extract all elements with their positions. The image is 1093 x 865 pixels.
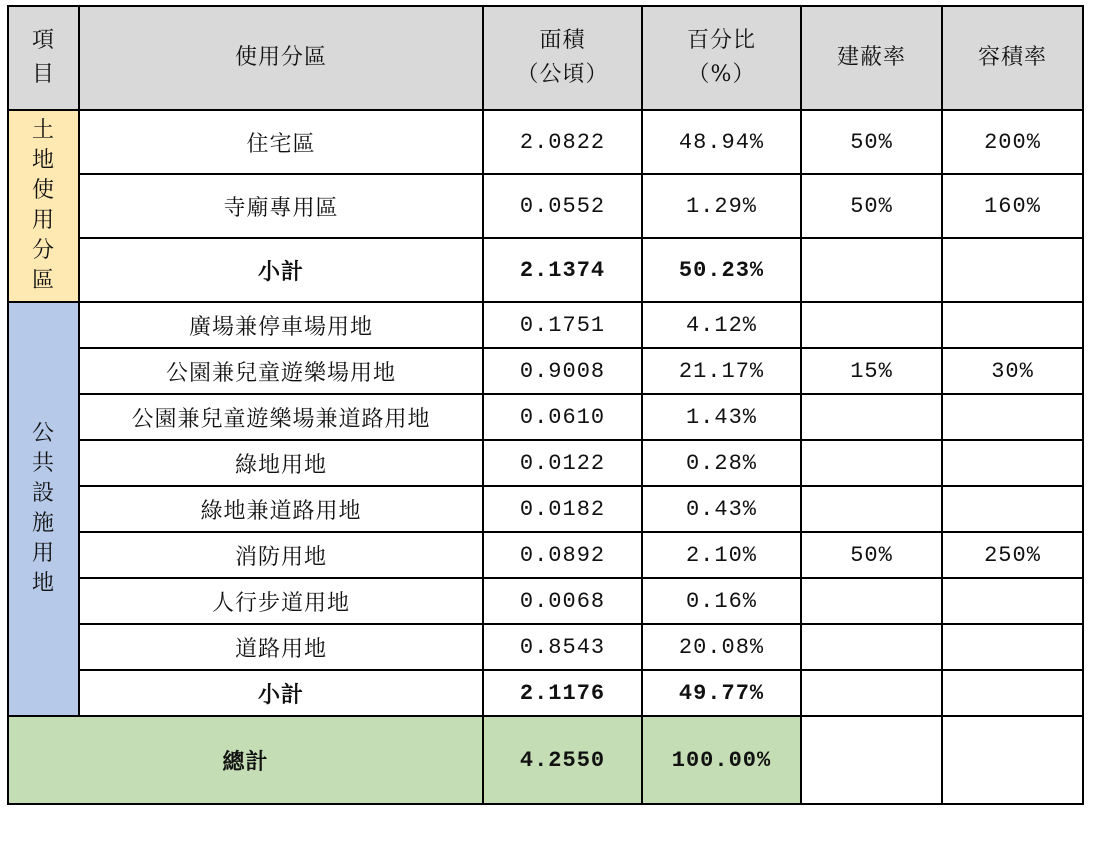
table-row <box>8 174 1083 238</box>
header-area <box>483 6 642 110</box>
far-cell <box>942 578 1083 624</box>
table-row <box>8 302 1083 348</box>
empty-cell <box>801 670 942 716</box>
header-percent-line: 百分比 <box>686 28 756 53</box>
total-row <box>8 716 1083 804</box>
header-far: 容積率 <box>942 6 1083 110</box>
area-cell: 0.8543 <box>483 624 642 670</box>
coverage-cell <box>801 394 942 440</box>
group-char: 分 <box>31 238 55 263</box>
zone-cell: 公園兼兒童遊樂場兼道路用地 <box>79 394 483 440</box>
far-cell: 30% <box>942 348 1083 394</box>
zone-cell: 廣場兼停車場用地 <box>79 302 483 348</box>
coverage-cell: 50% <box>801 110 942 174</box>
percent-cell: 0.28% <box>642 440 801 486</box>
percent-cell: 1.43% <box>642 394 801 440</box>
zone-cell: 道路用地 <box>79 624 483 670</box>
far-cell <box>942 394 1083 440</box>
table-row <box>8 532 1083 578</box>
header-area-line: 面積 <box>539 28 586 53</box>
header-row <box>8 6 1083 110</box>
land-use-zoning-table <box>7 5 1084 805</box>
coverage-cell <box>801 486 942 532</box>
group-char: 地 <box>31 571 55 596</box>
coverage-cell <box>801 624 942 670</box>
far-cell: 250% <box>942 532 1083 578</box>
coverage-cell: 15% <box>801 348 942 394</box>
far-cell <box>942 440 1083 486</box>
coverage-cell <box>801 440 942 486</box>
percent-cell: 21.17% <box>642 348 801 394</box>
area-cell: 0.0182 <box>483 486 642 532</box>
public-facilities-group-label <box>8 302 79 716</box>
zone-cell: 綠地兼道路用地 <box>79 486 483 532</box>
table-row <box>8 440 1083 486</box>
total-percent: 100.00% <box>642 716 801 804</box>
group-char: 用 <box>31 208 55 233</box>
far-cell <box>942 624 1083 670</box>
header-area-unit: （公頃） <box>516 62 609 87</box>
header-percent <box>642 6 801 110</box>
table-row <box>8 348 1083 394</box>
percent-cell: 20.08% <box>642 624 801 670</box>
coverage-cell: 50% <box>801 174 942 238</box>
group-char: 地 <box>31 148 55 173</box>
group-char: 使 <box>31 178 55 203</box>
land-use-group-label <box>8 110 79 302</box>
group-char: 施 <box>31 511 55 536</box>
area-cell: 2.0822 <box>483 110 642 174</box>
zone-cell: 人行步道用地 <box>79 578 483 624</box>
subtotal-row <box>8 670 1083 716</box>
table-row <box>8 486 1083 532</box>
area-cell: 0.1751 <box>483 302 642 348</box>
area-cell: 0.0068 <box>483 578 642 624</box>
coverage-cell <box>801 578 942 624</box>
area-cell: 0.0122 <box>483 440 642 486</box>
subtotal-row <box>8 238 1083 302</box>
empty-cell <box>942 716 1083 804</box>
percent-cell: 0.16% <box>642 578 801 624</box>
zone-cell: 住宅區 <box>79 110 483 174</box>
percent-cell: 1.29% <box>642 174 801 238</box>
header-item <box>8 6 79 110</box>
group-char: 區 <box>31 268 55 293</box>
header-zone: 使用分區 <box>79 6 483 110</box>
subtotal-area: 2.1176 <box>483 670 642 716</box>
far-cell: 160% <box>942 174 1083 238</box>
header-coverage: 建蔽率 <box>801 6 942 110</box>
total-label: 總計 <box>8 716 483 804</box>
header-percent-unit: （%） <box>687 62 756 87</box>
group-char: 用 <box>31 541 55 566</box>
group-char: 公 <box>31 421 55 446</box>
group-char: 共 <box>31 451 55 476</box>
header-item-line: 目 <box>31 62 55 87</box>
far-cell <box>942 302 1083 348</box>
subtotal-percent: 49.77% <box>642 670 801 716</box>
subtotal-label: 小計 <box>79 238 483 302</box>
zone-cell: 消防用地 <box>79 532 483 578</box>
coverage-cell <box>801 302 942 348</box>
table-row <box>8 110 1083 174</box>
zone-cell: 寺廟專用區 <box>79 174 483 238</box>
area-cell: 0.0552 <box>483 174 642 238</box>
percent-cell: 0.43% <box>642 486 801 532</box>
coverage-cell: 50% <box>801 532 942 578</box>
far-cell <box>942 486 1083 532</box>
empty-cell <box>942 670 1083 716</box>
total-area: 4.2550 <box>483 716 642 804</box>
subtotal-label: 小計 <box>79 670 483 716</box>
percent-cell: 2.10% <box>642 532 801 578</box>
percent-cell: 4.12% <box>642 302 801 348</box>
subtotal-area: 2.1374 <box>483 238 642 302</box>
far-cell: 200% <box>942 110 1083 174</box>
zone-cell: 綠地用地 <box>79 440 483 486</box>
group-char: 設 <box>31 481 55 506</box>
group-char: 土 <box>31 118 55 143</box>
empty-cell <box>942 238 1083 302</box>
subtotal-percent: 50.23% <box>642 238 801 302</box>
table-row <box>8 394 1083 440</box>
header-item-line: 項 <box>31 28 55 53</box>
empty-cell <box>801 238 942 302</box>
area-cell: 0.9008 <box>483 348 642 394</box>
area-cell: 0.0892 <box>483 532 642 578</box>
zone-cell: 公園兼兒童遊樂場用地 <box>79 348 483 394</box>
table-row <box>8 578 1083 624</box>
empty-cell <box>801 716 942 804</box>
area-cell: 0.0610 <box>483 394 642 440</box>
table-row <box>8 624 1083 670</box>
percent-cell: 48.94% <box>642 110 801 174</box>
